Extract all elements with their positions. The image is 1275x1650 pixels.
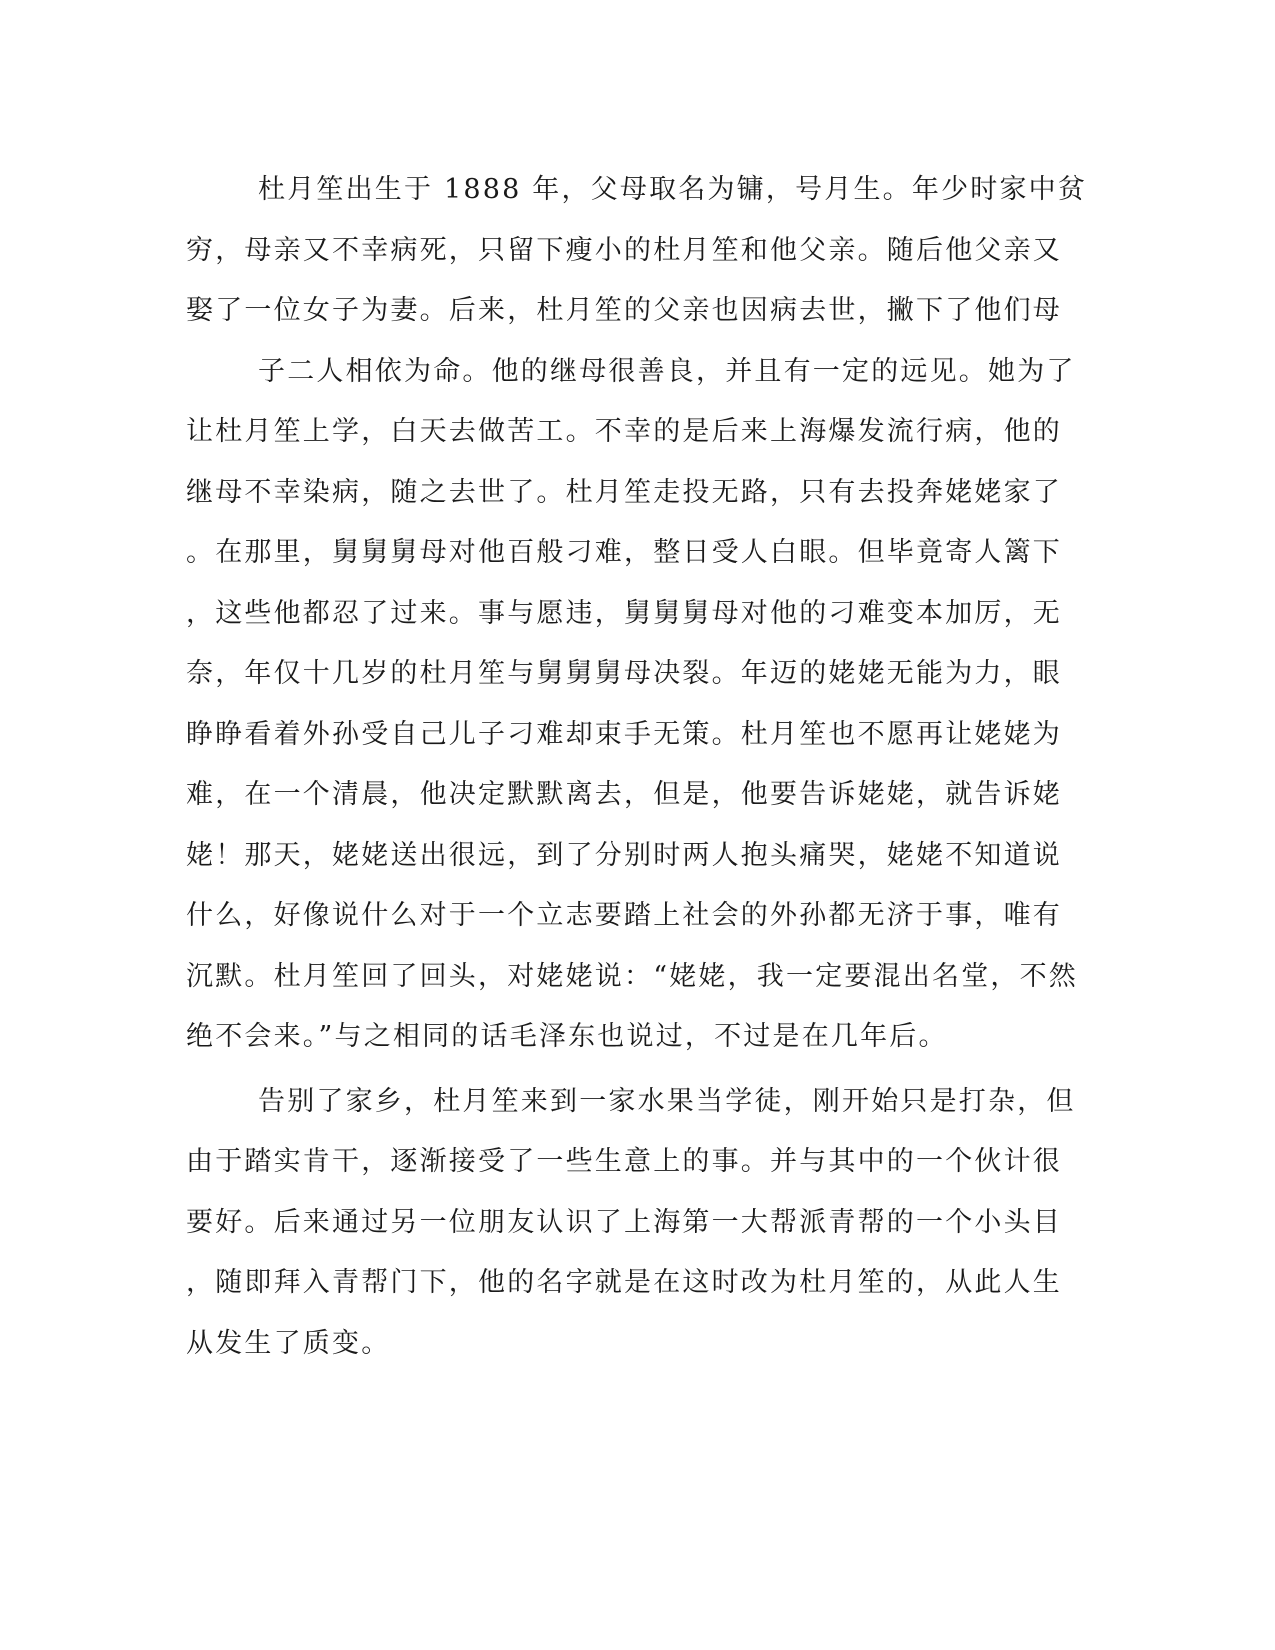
text-line: 睁睁看着外孙受自己儿子刁难却束手无策。杜月笙也不愿再让姥姥为 [186, 718, 1062, 750]
text-line: 娶了一位女子为妻。后来，杜月笙的父亲也因病去世，撇下了他们母 [186, 295, 1062, 326]
text-line: 沉默。杜月笙回了回头，对姥姥说：“姥姥，我一定要混出名堂，不然 [186, 960, 1079, 992]
document-body [186, 160, 1088, 1374]
text-line: 杜月笙出生于 1888 年，父母取名为镛，号月生。年少时家中贫 [258, 174, 1088, 205]
text-line: 告别了家乡，杜月笙来到一家水果当学徒，刚开始只是打杂，但 [258, 1085, 1076, 1117]
text-line: 从发生了质变。 [186, 1327, 391, 1359]
text-line: 继母不幸染病，随之去世了。杜月笙走投无路，只有去投奔姥姥家了 [186, 476, 1062, 508]
text-line: 让杜月笙上学，白天去做苦工。不幸的是后来上海爆发流行病，他的 [186, 416, 1062, 447]
text-line: 难，在一个清晨，他决定默默离去，但是，他要告诉姥姥，就告诉姥 [186, 779, 1062, 810]
text-line: 什么，好像说什么对于一个立志要踏上社会的外孙都无济于事，唯有 [186, 900, 1062, 931]
text-line: ，随即拜入青帮门下，他的名字就是在这时改为杜月笙的，从此人生 [186, 1267, 1062, 1298]
text-line: 奈，年仅十几岁的杜月笙与舅舅舅母决裂。年迈的姥姥无能为力，眼 [186, 658, 1062, 689]
text-line: ，这些他都忍了过来。事与愿违，舅舅舅母对他的刁难变本加厉，无 [186, 597, 1062, 629]
text-line: 要好。后来通过另一位朋友认识了上海第一大帮派青帮的一个小头目 [186, 1206, 1062, 1238]
text-line: 由于踏实肯干，逐渐接受了一些生意上的事。并与其中的一个伙计很 [186, 1146, 1062, 1177]
text-line: 子二人相依为命。他的继母很善良，并且有一定的远见。她为了 [258, 355, 1076, 387]
text-line: 姥！那天，姥姥送出很远，到了分别时两人抱头痛哭，姥姥不知道说 [186, 839, 1062, 871]
text-line: 绝不会来。”与之相同的话毛泽东也说过，不过是在几年后。 [186, 1021, 948, 1052]
text-line: 穷，母亲又不幸病死，只留下瘦小的杜月笙和他父亲。随后他父亲又 [186, 234, 1062, 266]
text-line: 。在那里，舅舅舅母对他百般刁难，整日受人白眼。但毕竟寄人篱下 [186, 537, 1062, 568]
